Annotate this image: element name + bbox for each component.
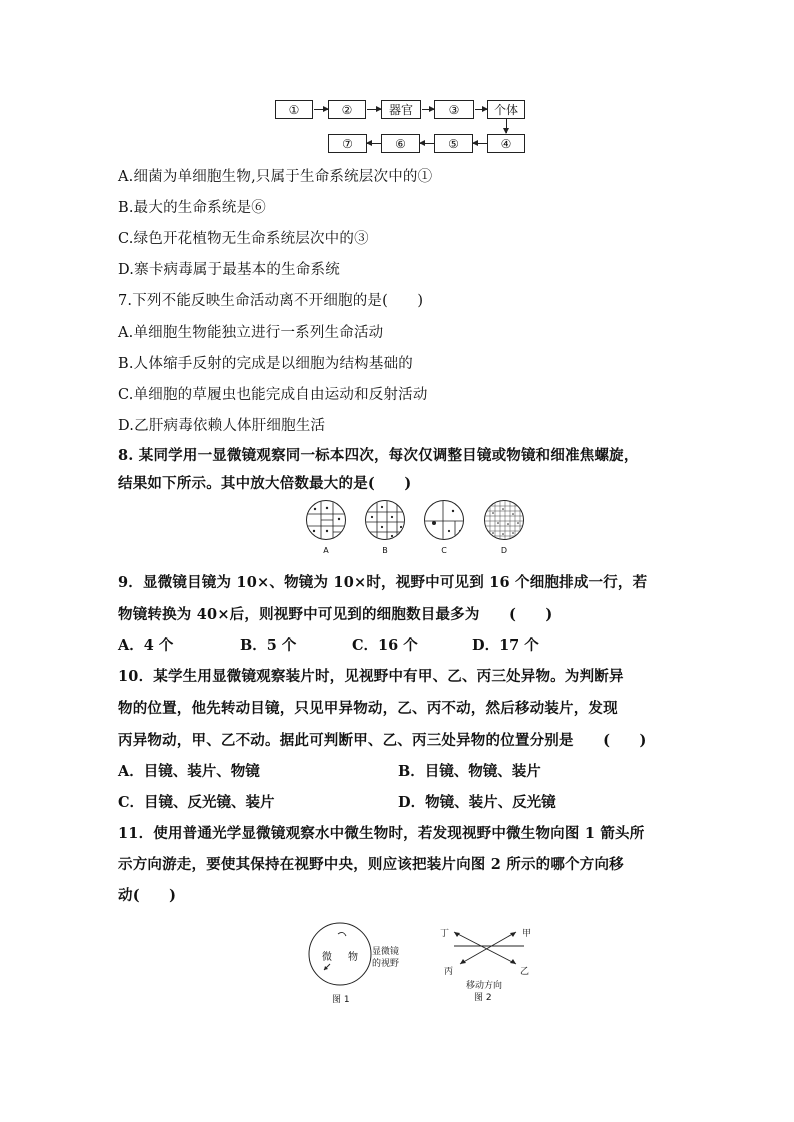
box-2: ② <box>328 100 366 119</box>
q9-option-d: D．17 个 <box>472 637 539 654</box>
q10-stem-line2: 物的位置，他先转动目镜，只见甲异物动，乙、丙不动，然后移动装片，发现 <box>118 700 618 717</box>
arrow-right <box>367 109 381 110</box>
field-b <box>365 500 405 540</box>
fig2-label-yi: 乙 <box>520 967 530 977</box>
q6-option-d: D.寨卡病毒属于最基本的生命系统 <box>118 262 340 278</box>
figure-1 <box>306 920 416 1006</box>
q10-stem-line1: 10．某学生用显微镜观察装片时，见视野中有甲、乙、丙三处异物。为判断异 <box>118 668 624 685</box>
arrow-right <box>422 109 434 110</box>
field-a <box>306 500 346 540</box>
field-label-c: C <box>441 546 447 555</box>
fig2-direction-label: 移动方向 <box>466 981 503 991</box>
q7-stem: 7.下列不能反映生命活动离不开细胞的是( ) <box>118 293 424 309</box>
fig2-label-jia: 甲 <box>522 929 532 939</box>
fig2-label-bing: 丙 <box>444 967 454 977</box>
q11-stem-line3: 动( ) <box>118 887 177 904</box>
fig1-side-line2: 的视野 <box>372 959 400 969</box>
box-5: ⑤ <box>434 134 473 153</box>
box-organ: 器官 <box>381 100 421 119</box>
arrow-left <box>367 143 381 144</box>
fig1-char-left: 微 <box>322 952 332 963</box>
fig1-side-line1: 显微镜 <box>372 947 400 957</box>
arrow-right <box>314 109 328 110</box>
q9-option-b: B．5 个 <box>240 637 297 654</box>
q8-stem-line1: 8. 某同学用一显微镜观察同一标本四次，每次仅调整目镜或物镜和细准焦螺旋， <box>118 447 639 464</box>
box-1: ① <box>275 100 313 119</box>
q7-option-a: A.单细胞生物能独立进行一系列生命活动 <box>118 325 384 341</box>
field-c <box>424 500 464 540</box>
box-individual: 个体 <box>487 100 525 119</box>
field-label-d: D <box>500 546 508 555</box>
q9-option-a: A．4 个 <box>118 637 174 654</box>
life-system-diagram <box>270 96 530 158</box>
q11-stem-line2: 示方向游走，要使其保持在视野中央，则应该把装片向图 2 所示的哪个方向移 <box>118 856 624 873</box>
q10-option-d: D．物镜、装片、反光镜 <box>398 794 556 811</box>
fig2-label-ding: 丁 <box>440 929 450 939</box>
q10-stem-line3: 丙异物动，甲、乙不动。据此可判断甲、乙、丙三处异物的位置分别是 ( ) <box>118 732 647 749</box>
arrow-left <box>420 143 434 144</box>
arrow-right <box>475 109 487 110</box>
q7-option-b: B.人体缩手反射的完成是以细胞为结构基础的 <box>118 356 413 372</box>
q9-stem-line1: 9．显微镜目镜为 10×、物镜为 10×时，视野中可见到 16 个细胞排成一行，若 <box>118 574 648 591</box>
q10-option-a: A．目镜、装片、物镜 <box>118 763 260 780</box>
q11-stem-line1: 11．使用普通光学显微镜观察水中微生物时，若发现视野中微生物向图 1 箭头所 <box>118 825 645 842</box>
box-3: ③ <box>434 100 474 119</box>
q10-option-c: C．目镜、反光镜、装片 <box>118 794 275 811</box>
fig1-char-right: 物 <box>348 952 358 963</box>
q6-option-c: C.绿色开花植物无生命系统层次中的③ <box>118 231 369 247</box>
figure-2 <box>440 924 536 1010</box>
q10-option-b: B．目镜、物镜、装片 <box>398 763 541 780</box>
q8-stem-line2: 结果如下所示。其中放大倍数最大的是( ) <box>118 475 412 492</box>
arrow-down <box>506 119 507 133</box>
arrow-left <box>473 143 487 144</box>
q6-option-a: A.细菌为单细胞生物,只属于生命系统层次中的① <box>118 169 433 185</box>
field-label-a: A <box>323 546 329 555</box>
box-7: ⑦ <box>328 134 367 153</box>
q7-option-c: C.单细胞的草履虫也能完成自由运动和反射活动 <box>118 387 428 403</box>
box-4: ④ <box>487 134 525 153</box>
fig2-caption: 图 2 <box>474 993 492 1003</box>
q9-option-c: C．16 个 <box>352 637 418 654</box>
box-6: ⑥ <box>381 134 420 153</box>
q7-option-d: D.乙肝病毒依赖人体肝细胞生活 <box>118 418 326 434</box>
microscope-fields <box>300 500 530 562</box>
field-d <box>484 500 524 540</box>
q6-option-b: B.最大的生命系统是⑥ <box>118 200 266 216</box>
fig1-caption: 图 1 <box>332 995 350 1005</box>
field-label-b: B <box>382 546 388 555</box>
q9-stem-line2: 物镜转换为 40×后，则视野中可见到的细胞数目最多为 ( ) <box>118 606 553 623</box>
